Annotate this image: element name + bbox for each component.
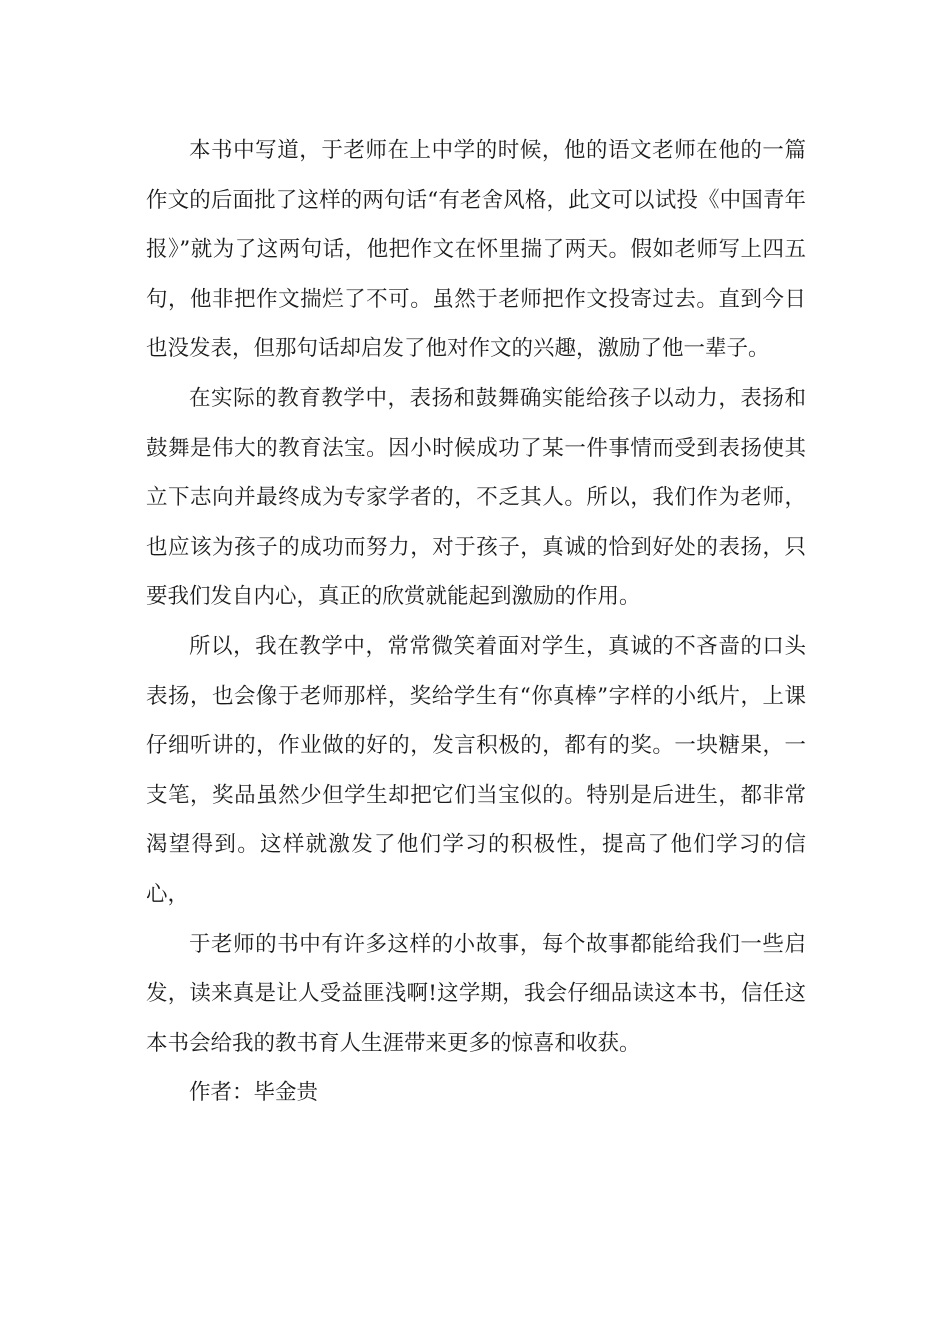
paragraph-4: 于老师的书中有许多这样的小故事，每个故事都能给我们一些启发，读来真是让人受益匪浅啊!这学期，我会仔细品读这本书，信任这本书会给我的教书育人生涯带来更多的惊喜和收获。 xyxy=(146,931,806,1056)
author-line: 作者：毕金贵 xyxy=(189,1080,319,1106)
paragraph-2: 在实际的教育教学中，表扬和鼓舞确实能给孩子以动力，表扬和鼓舞是伟大的教育法宝。因小时候成功了某一件事情而受到表扬使其立下志向并最终成为专家学者的，不乏其人。所以，我们作为老师，也应该为孩子的成功而努力，对于孩子，真诚的恰到好处的表扬，只要我们发自内心，真正的欣赏就能起到激励的作用。 xyxy=(146,385,806,610)
paragraph-1: 本书中写道，于老师在上中学的时候，他的语文老师在他的一篇作文的后面批了这样的两句话“有老舍风格，此文可以试投《中国青年报》”就为了这两句话，他把作文在怀里揣了两天。假如老师写上四五句，他非把作文揣烂了不可。虽然于老师把作文投寄过去。直到今日也没发表，但那句话却启发了他对作文的兴趣，激励了他一辈子。 xyxy=(146,138,806,362)
paragraph-3: 所以，我在教学中，常常微笑着面对学生，真诚的不吝啬的口头表扬，也会像于老师那样，奖给学生有“你真棒”字样的小纸片，上课仔细听讲的，作业做的好的，发言积极的，都有的奖。一块糖果，一支笔，奖品虽然少但学生却把它们当宝似的。特别是后进生，都非常渴望得到。这样就激发了他们学习的积极性，提高了他们学习的信心， xyxy=(146,633,806,907)
document-page xyxy=(146,126,806,1118)
